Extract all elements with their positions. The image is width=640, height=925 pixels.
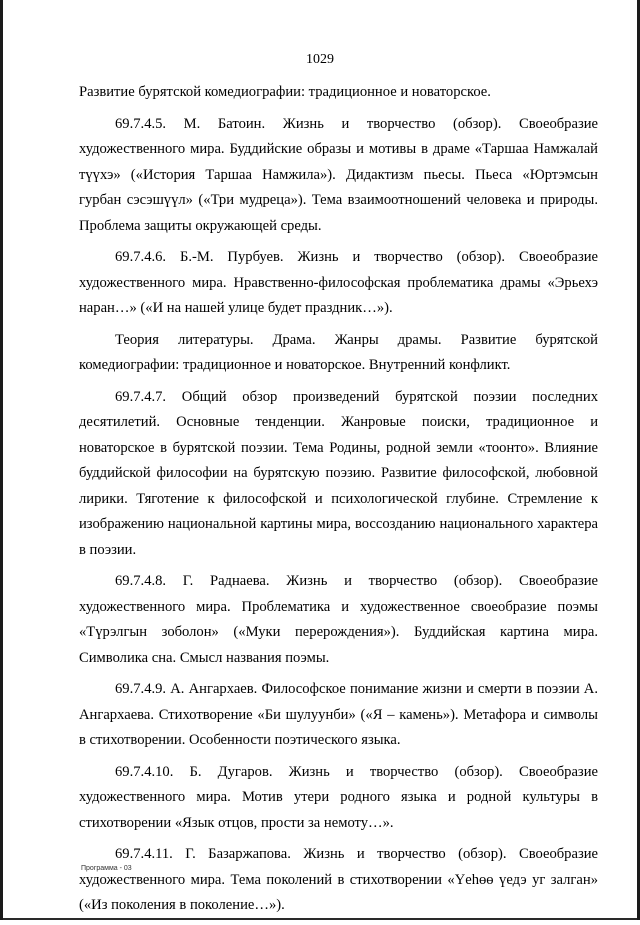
paragraph-radnaeva: 69.7.4.8. Г. Раднаева. Жизнь и творчество (обзор). Своеобразие художественного мира. Проблематика и художественное своеобразие поэмы «Түрэлгын зоболон» («Муки перерождения»). Буддийская картина мира. Символика сна. Смысл названия поэмы.	[79, 573, 598, 666]
paragraph-batoin: 69.7.4.5. М. Батоин. Жизнь и творчество (обзор). Своеобразие художественного мира. Буддийские образы и мотивы в драме «Таршаа Намжалай түүхэ» («История Таршаа Намжила»). Дидактизм пьесы. Пьеса «Юртэмсын гурбан сэсэшүүл» («Три мудреца»). Тема взаимоотношений человека и природы. Проблема защиты окружающей среды.	[79, 115, 598, 234]
paragraph-purbuev: 69.7.4.6. Б.-М. Пурбуев. Жизнь и творчество (обзор). Своеобразие художественного мира. Нравственно-философская проблематика драмы «Эрьехэ наран…» («И на нашей улице будет праздник…»).	[79, 249, 598, 316]
page-footer: Программа - 03	[81, 865, 132, 872]
paragraph-dugarov: 69.7.4.10. Б. Дугаров. Жизнь и творчество (обзор). Своеобразие художественного мира. Мотив утери родного языка и родной культуры в стихотворении «Язык отцов, прости за немоту…».	[79, 763, 598, 831]
paragraph-intro: Развитие бурятской комедиографии: традиционное и новаторское.	[79, 84, 491, 100]
page-number: 1029	[306, 52, 334, 67]
paragraph-bazarzhapova: 69.7.4.11. Г. Базаржапова. Жизнь и творчество (обзор). Своеобразие художественного мира. Тема поколений в стихотворении «Үеhөө үедэ уг залган» («Из поколения в поколение…»).	[79, 846, 598, 913]
document-body	[79, 80, 598, 925]
paragraph-poetry-overview: 69.7.4.7. Общий обзор произведений бурятской поэзии последних десятилетий. Основные тенденции. Жанровые поиски, традиционное и новаторское в бурятской поэзии. Тема Родины, родной земли «тоонто». Влияние буддийской философии на бурятскую поэзию. Развитие философской, любовной лирики. Тяготение к философской и психологической глубине. Стремление к изображению национальной картины мира, воссозданию национального характера в поэзии.	[79, 388, 598, 558]
paragraph-angarkhaev: 69.7.4.9. А. Ангархаев. Философское понимание жизни и смерти в поэзии А. Ангархаева. Стихотворение «Би шулуунби» («Я – камень»). Метафора и символы в стихотворении. Особенности поэтического языка.	[79, 681, 598, 748]
paragraph-theory: Теория литературы. Драма. Жанры драмы. Развитие бурятской комедиографии: традиционное и новаторское. Внутренний конфликт.	[79, 331, 598, 373]
